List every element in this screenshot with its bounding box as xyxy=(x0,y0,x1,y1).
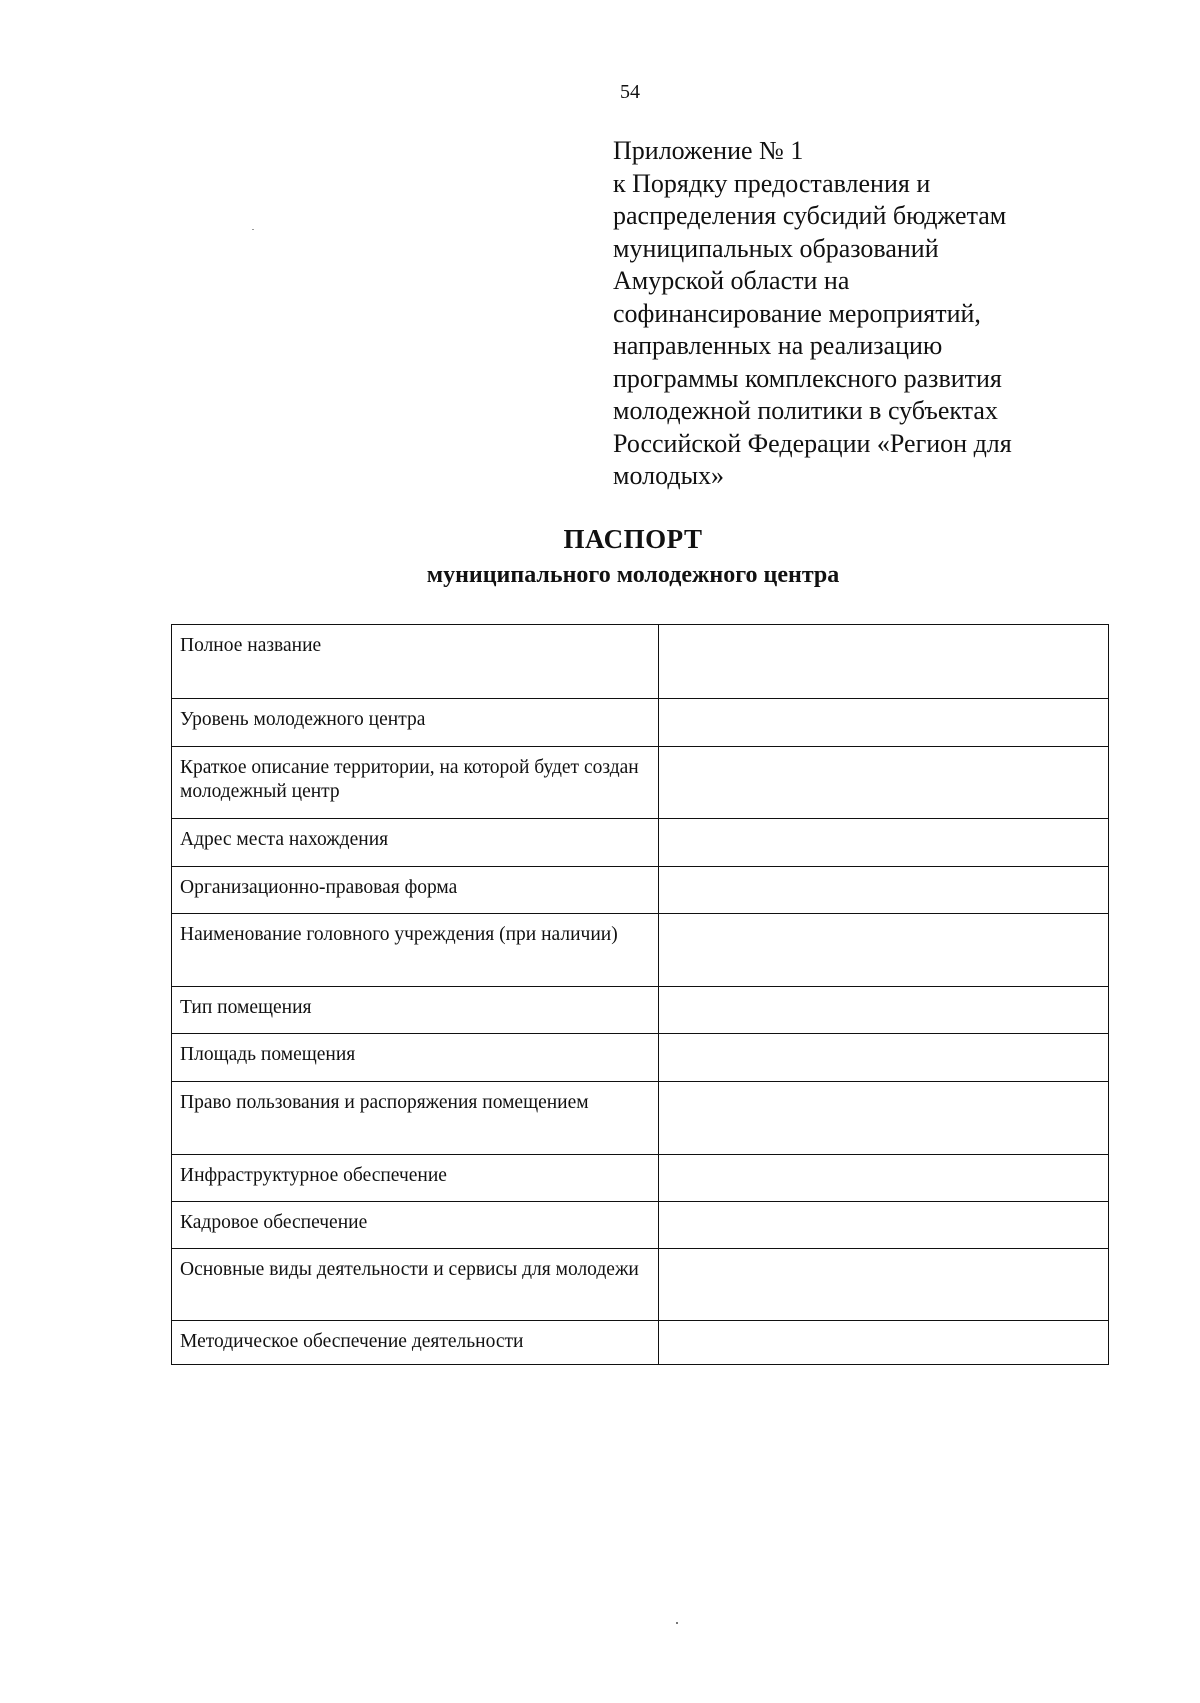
row-value xyxy=(659,699,1109,747)
row-value xyxy=(659,1082,1109,1155)
row-label: Полное название xyxy=(172,625,659,699)
appendix-line: софинансирование мероприятий, xyxy=(613,298,981,328)
row-label: Тип помещения xyxy=(172,987,659,1034)
appendix-line: направленных на реализацию xyxy=(613,331,943,360)
row-value xyxy=(659,819,1109,867)
appendix-line: распределения субсидий бюджетам xyxy=(613,201,1007,230)
row-value xyxy=(659,747,1109,819)
row-value xyxy=(659,914,1109,987)
appendix-block xyxy=(613,135,1083,493)
row-value xyxy=(659,867,1109,914)
document-title: ПАСПОРТ xyxy=(563,524,703,554)
appendix-line: Российской Федерации «Регион для xyxy=(613,428,1012,458)
row-value xyxy=(659,987,1109,1034)
appendix-line: молодых» xyxy=(613,461,725,490)
table-row xyxy=(172,699,1109,747)
row-label: Организационно-правовая форма xyxy=(172,867,659,914)
row-value xyxy=(659,1202,1109,1249)
row-label: Площадь помещения xyxy=(172,1034,659,1082)
table-row xyxy=(172,1202,1109,1249)
table-row xyxy=(172,1034,1109,1082)
passport-table xyxy=(171,624,1109,1365)
document-subtitle: муниципального молодежного центра xyxy=(426,562,840,588)
table-row xyxy=(172,1155,1109,1202)
row-label: Кадровое обеспечение xyxy=(172,1202,659,1249)
appendix-line: Амурской области на xyxy=(613,266,850,295)
page-number: 54 xyxy=(620,81,640,103)
table-row xyxy=(172,914,1109,987)
table-row xyxy=(172,819,1109,867)
row-value xyxy=(659,1034,1109,1082)
row-label: Методическое обеспечение деятельности xyxy=(172,1321,659,1365)
table-row xyxy=(172,987,1109,1034)
row-label: Наименование головного учреждения (при наличии) xyxy=(172,914,659,987)
appendix-line: молодежной политики в субъектах xyxy=(613,396,998,425)
table-row xyxy=(172,867,1109,914)
table-row xyxy=(172,747,1109,819)
row-label: Основные виды деятельности и сервисы для молодежи xyxy=(172,1249,659,1321)
row-value xyxy=(659,1249,1109,1321)
row-label: Адрес места нахождения xyxy=(172,819,659,867)
row-label: Право пользования и распоряжения помещением xyxy=(172,1082,659,1155)
row-value xyxy=(659,1321,1109,1365)
row-label: Краткое описание территории, на которой будет создан молодежный центр xyxy=(172,747,659,819)
scan-speck xyxy=(252,229,254,230)
appendix-line: программы комплексного развития xyxy=(613,363,1002,393)
table-row xyxy=(172,625,1109,699)
appendix-line: муниципальных образований xyxy=(613,233,939,263)
scan-speck xyxy=(676,1622,678,1624)
table-row xyxy=(172,1321,1109,1365)
row-label: Уровень молодежного центра xyxy=(172,699,659,747)
table-row xyxy=(172,1249,1109,1321)
row-value xyxy=(659,625,1109,699)
appendix-line: к Порядку предоставления и xyxy=(613,168,931,198)
row-value xyxy=(659,1155,1109,1202)
table-row xyxy=(172,1082,1109,1155)
appendix-line: Приложение № 1 xyxy=(613,136,804,165)
row-label: Инфраструктурное обеспечение xyxy=(172,1155,659,1202)
